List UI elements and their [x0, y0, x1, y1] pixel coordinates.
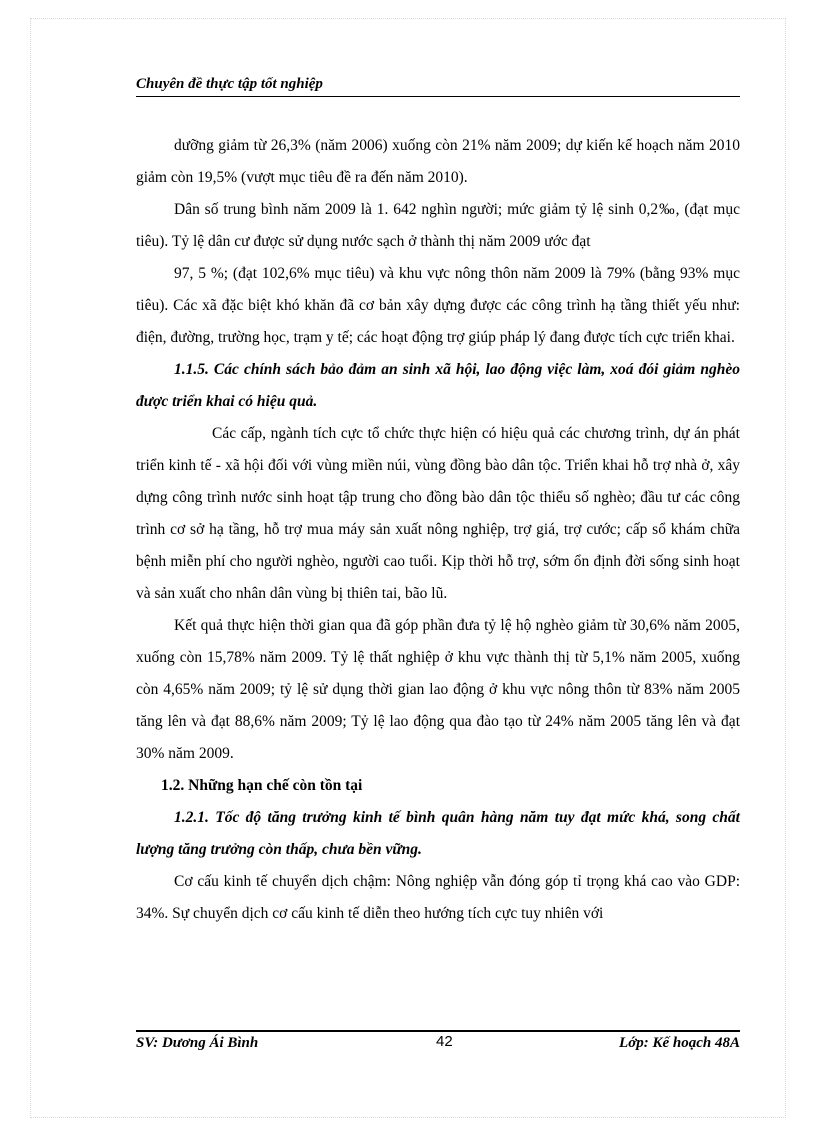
header-title: Chuyên đề thực tập tốt nghiệp: [136, 76, 323, 92]
heading-1-2-1: 1.2.1. Tốc độ tăng trưởng kinh tế bình quân hàng năm tuy đạt mức khá, song chất lượng tăng trưởng còn thấp, chưa bền vững.: [136, 809, 740, 858]
heading-1-1-5: 1.1.5. Các chính sách bảo đảm an sinh xã hội, lao động việc làm, xoá đói giảm nghèo được triển khai có hiệu quả.: [136, 361, 740, 410]
header-rule: [136, 96, 740, 97]
paragraph-2: Dân số trung bình năm 2009 là 1. 642 nghìn người; mức giảm tỷ lệ sinh 0,2‰, (đạt mục tiêu). Tỷ lệ dân cư được sử dụng nước sạch ở thành thị năm 2009 ước đạt: [136, 201, 740, 250]
paragraph-6: Cơ cấu kinh tế chuyển dịch chậm: Nông nghiệp vẫn đóng góp tỉ trọng khá cao vào GDP: 34%. Sự chuyển dịch cơ cấu kinh tế diễn theo hướng tích cực tuy nhiên với: [136, 873, 740, 922]
paragraph-4: Các cấp, ngành tích cực tổ chức thực hiện có hiệu quả các chương trình, dự án phát triển kinh tế - xã hội đối với vùng miền núi, vùng đồng bào dân tộc. Triển khai hỗ trợ nhà ở, xây dựng công trình nước sinh hoạt tập trung cho đồng bào dân tộc thiểu số nghèo; đầu tư các công trình cơ sở hạ tầng, hỗ trợ mua máy sản xuất nông nghiệp, trợ giá, trợ cước; cấp sổ khám chữa bệnh miễn phí cho người nghèo, người cao tuổi. Kịp thời hỗ trợ, sớm ổn định đời sống sinh hoạt và sản xuất cho nhân dân vùng bị thiên tai, bão lũ.: [136, 425, 740, 602]
footer-class: Lớp: Kế hoạch 48A: [619, 1035, 740, 1051]
document-body: [136, 130, 740, 930]
heading-1-2: 1.2. Những hạn chế còn tồn tại: [161, 777, 363, 794]
page-number: 42: [436, 1033, 453, 1050]
paragraph-1: dưỡng giảm từ 26,3% (năm 2006) xuống còn 21% năm 2009; dự kiến kế hoạch năm 2010 giảm còn 19,5% (vượt mục tiêu đề ra đến năm 2010).: [136, 137, 740, 186]
footer-student: SV: Dương Ái Bình: [136, 1035, 259, 1051]
paragraph-5: Kết quả thực hiện thời gian qua đã góp phần đưa tỷ lệ hộ nghèo giảm từ 30,6% năm 2005, xuống còn 15,78% năm 2009. Tỷ lệ thất nghiệp ở khu vực thành thị từ 5,1% năm 2005, xuống còn 4,65% năm 2009; tỷ lệ sử dụng thời gian lao động ở khu vực nông thôn từ 83% năm 2005 tăng lên và đạt 88,6% năm 2009; Tỷ lệ lao động qua đào tạo từ 24% năm 2005 tăng lên và đạt 30% năm 2009.: [136, 617, 740, 762]
paragraph-3: 97, 5 %; (đạt 102,6% mục tiêu) và khu vực nông thôn năm 2009 là 79% (bằng 93% mục tiêu). Các xã đặc biệt khó khăn đã cơ bản xây dựng được các công trình hạ tầng thiết yếu như: điện, đường, trường học, trạm y tế; các hoạt động trợ giúp pháp lý đang được tích cực triển khai.: [136, 265, 740, 346]
footer-rule: [136, 1030, 740, 1032]
